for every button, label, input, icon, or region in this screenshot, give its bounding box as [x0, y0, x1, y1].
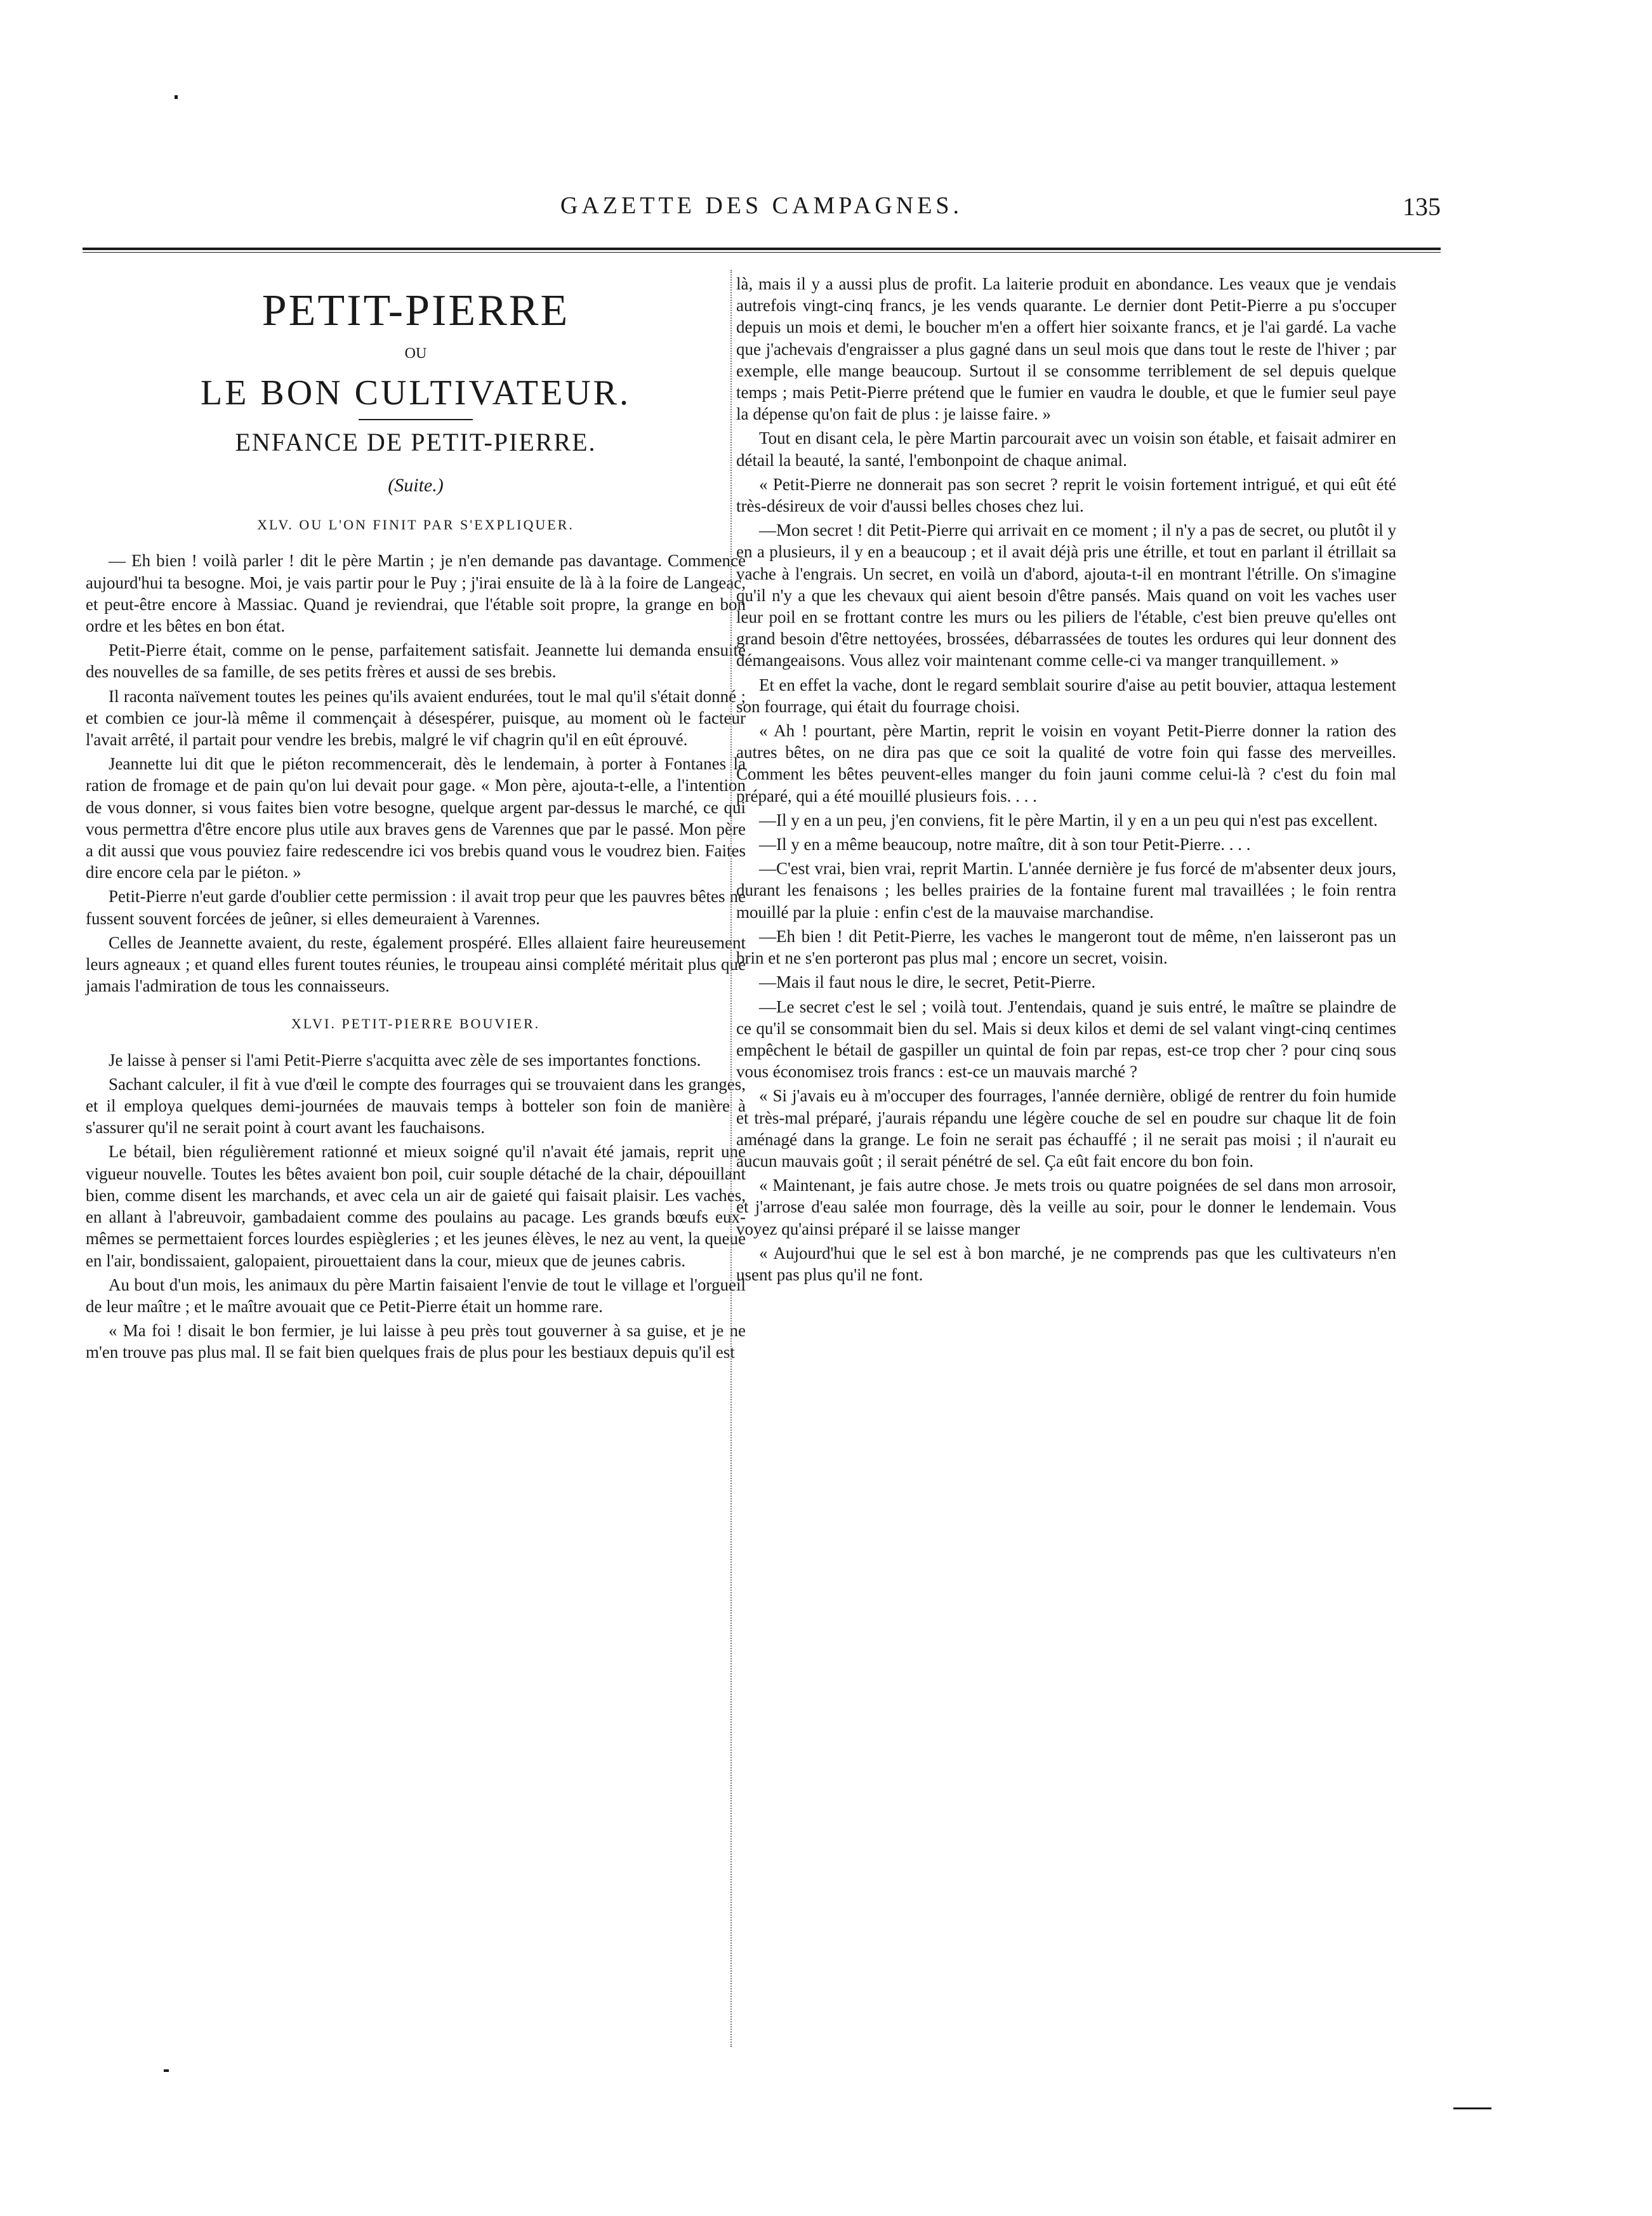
section-heading-xlv: XLV. OU L'ON FINIT PAR S'EXPLIQUER. — [257, 517, 574, 533]
title-rule — [359, 419, 473, 420]
column-divider — [730, 270, 732, 2047]
paragraph: —C'est vrai, bien vrai, reprit Martin. L'année dernière je fus forcé de m'absenter deux jours, durant les fenaisons ; les belles prairies de la fontaine furent mal travaillées ; le foin rentra mouillé par la pluie : enfin c'est de la mauvaise marchandise. — [736, 859, 1396, 922]
scan-speck — [175, 95, 178, 99]
article-subtitle: LE BON CULTIVATEUR. — [200, 373, 631, 413]
paragraph: Jeannette lui dit que le piéton recommencerait, dès le lendemain, à porter à Fontanes la ration de fromage et de pain qu'on lui devait pour gage. « Mon père, ajouta-t-elle, a l'intention de vous donner, si vous faites bien votre besogne, quelque argent par-dessus le marché, ce qui vous permettra d'être encore plus utile aux braves gens de Varennes que par le passé. Mon père a dit aussi que vous pouviez faire redescendre ici vos brebis quand vous le voudrez bien. Faites dire encore cela par le piéton. » — [86, 754, 746, 882]
article-title-ou: OU — [404, 345, 427, 362]
paragraph: Sachant calculer, il fit à vue d'œil le compte des fourrages qui se trouvaient dans les granges, et il employa quelques demi-journées de mauvais temps à botteler son foin de manière à s'assurer qu'il ne serait point à court avant les fauchaisons. — [86, 1074, 746, 1138]
paragraph: Je laisse à penser si l'ami Petit-Pierre s'acquitta avec zèle de ses importantes fonctions. — [109, 1050, 701, 1070]
paragraph: —Il y en a même beaucoup, notre maître, dit à son tour Petit-Pierre. . . . — [759, 835, 1251, 854]
paragraph: —Mon secret ! dit Petit-Pierre qui arrivait en ce moment ; il n'y a pas de secret, ou plutôt il y en a plusieurs, il y en a beaucoup ; et il avait déjà pris une étrille, et tout en parlant il étrillait sa vache à l'engrais. Un secret, en voilà un d'abord, ajouta-t-il en montrant l'étrille. On s'imagine qu'il n'y a que les chevaux qui aient besoin d'être pansés. Mais quand on voit les vaches user leur poil en se frottant contre les murs ou les piliers de l'étable, c'est bien preuve qu'elles ont grand besoin d'être nettoyées, brossées, débarrassées de toutes les ordures qui leur donnent des démangeaisons. Vous allez voir maintenant comme celle-ci va manger tranquillement. » — [736, 521, 1396, 670]
paragraph: « Aujourd'hui que le sel est à bon marché, je ne comprends pas que les cultivateurs n'en usent pas plus qu'il ne font. — [736, 1243, 1396, 1284]
paragraph: Tout en disant cela, le père Martin parcourait avec un voisin son étable, et faisait admirer en détail la beauté, la santé, l'embonpoint de chaque animal. — [736, 428, 1396, 470]
paragraph: « Ma foi ! disait le bon fermier, je lui laisse à peu près tout gouverner à sa guise, et je ne m'en trouve pas plus mal. Il se fait bien quelques frais de plus pour les bestiaux depuis qu'il est — [86, 1321, 746, 1362]
paragraph: —Eh bien ! dit Petit-Pierre, les vaches le mangeront tout de même, n'en laisseront pas un brin et ne s'en porteront pas plus mal ; encore un secret, voisin. — [736, 926, 1396, 968]
paragraph: Celles de Jeannette avaient, du reste, également prospéré. Elles allaient faire heureusement leurs agneaux ; et quand elles furent toutes réunies, le troupeau ainsi complété méritait plus que jamais l'admiration de tous les connaisseurs. — [86, 932, 746, 996]
paragraph: Et en effet la vache, dont le regard semblait sourire d'aise au petit bouvier, attaqua lestement son fourrage, qui était du fourrage choisi. — [736, 675, 1396, 716]
paragraph: « Maintenant, je fais autre chose. Je mets trois ou quatre poignées de sel dans mon arrosoir, et j'arrose d'eau salée mon fourrage, dès la veille au soir, pour le donner le lendemain. Vous voyez qu'ainsi préparé il se laisse manger — [736, 1176, 1396, 1238]
suite-label: (Suite.) — [388, 475, 444, 496]
paragraph: « Ah ! pourtant, père Martin, reprit le voisin en voyant Petit-Pierre donner la ration des autres bêtes, on ne dira pas que ce soit la qualité de votre foin qui fasse des merveilles. Comment les bêtes peuvent-elles manger du foin jauni comme celui-là ? c'est du foin mal préparé, qui a été mouillé plusieurs fois. . . . — [736, 721, 1396, 806]
page-header — [83, 192, 1441, 230]
paragraph: là, mais il y a aussi plus de profit. La laiterie produit en abondance. Les veaux que je vendais autrefois vingt-cinq francs, je les vends quarante. Le dernier dont Petit-Pierre a pu s'occuper depuis un mois et demi, le boucher m'en a offert hier soixante francs, et je l'ai gardé. La vache que j'achevais d'engraisser a plus gagné dans un seul mois que dans tout le reste de l'hiver ; par exemple, elle mange beaucoup. Surtout il se consomme terriblement de sel depuis quelque temps ; mais Petit-Pierre prétend que le fumier en vaudra le double, et que le fumier seul paye la dépense qu'on fait de plus : je laisse faire. » — [736, 274, 1396, 424]
paragraph: Au bout d'un mois, les animaux du père Martin faisaient l'envie de tout le village et l'orgueil de leur maître ; et le maître avouait que ce Petit-Pierre était un homme rare. — [86, 1275, 746, 1316]
running-title: GAZETTE DES CAMPAGNES. — [560, 192, 963, 219]
chapter-title: ENFANCE DE PETIT-PIERRE. — [235, 428, 597, 456]
header-rule — [83, 248, 1441, 253]
paragraph: « Petit-Pierre ne donnerait pas son secret ? reprit le voisin fortement intrigué, et qui eût été très-désireux de voir d'aussi belles choses chez lui. — [736, 474, 1396, 516]
section-heading-xlvi: XLVI. PETIT-PIERRE BOUVIER. — [291, 1016, 541, 1032]
paragraph: Le bétail, bien régulièrement rationné et mieux soigné qu'il n'avait été jamais, reprit une vigueur nouvelle. Toutes les bêtes avaient bon poil, cuir souple détaché de la chair, dépouillant bien, comme disent les marchands, et avec cela un air de gaieté qui faisait plaisir. Les vaches, en allant à l'abreuvoir, gambadaient comme des poulains au pacage. Les grands bœufs eux-mêmes se permettaient forces lourdes espiègleries ; et les jeunes élèves, le nez au vent, la queue en l'air, bondissaient, galopaient, pirouettaient dans la cour, mieux que de jeunes cabris. — [86, 1142, 746, 1270]
scan-speck — [164, 2069, 169, 2072]
paragraph: Il raconta naïvement toutes les peines qu'ils avaient endurées, tout le mal qu'il s'était donné ; et combien ce jour-là même il commençait à désespérer, puisque, au moment où le facteur l'avait arrêté, il partait pour vendre les brebis, malgré le vif chagrin qu'il en eût éprouvé. — [86, 686, 746, 750]
paragraph: Petit-Pierre n'eut garde d'oublier cette permission : il avait trop peur que les pauvres bêtes ne fussent souvent forcées de jeûner, si elles demeuraient à Varennes. — [86, 887, 746, 928]
right-column — [736, 273, 1396, 1288]
paragraph: —Mais il faut nous le dire, le secret, Petit-Pierre. — [759, 972, 1096, 992]
paragraph: — Eh bien ! voilà parler ! dit le père Martin ; je n'en demande pas davantage. Commence aujourd'hui ta besogne. Moi, je vais partir pour le Puy ; j'irai ensuite de là à la foire de Langeac, et peut-être encore à Massiac. Quand je reviendrai, que l'étable soit propre, la grange en bon ordre et les bêtes en bon état. — [86, 551, 746, 636]
article-title: PETIT-PIERRE — [261, 286, 570, 335]
left-column — [86, 273, 746, 1366]
page-number: 135 — [1403, 192, 1441, 221]
scan-speck — [1453, 2107, 1491, 2109]
paragraph: Petit-Pierre était, comme on le pense, parfaitement satisfait. Jeannette lui demanda ensuite des nouvelles de sa famille, de ses petits frères et aussi de ses brebis. — [86, 640, 746, 682]
paragraph: —Le secret c'est le sel ; voilà tout. J'entendais, quand je suis entré, le maître se plaindre de ce qu'il se consommait bien du sel. Mais si deux kilos et demi de sel valant vingt-cinq centimes empêchent le bétail de gaspiller un quintal de foin par repas, est-ce trop cher ? pour cinq sous vous économisez trois francs : est-ce un mauvais marché ? — [736, 997, 1396, 1082]
paragraph: —Il y en a un peu, j'en conviens, fit le père Martin, il y en a un peu qui n'est pas excellent. — [759, 810, 1378, 830]
paragraph: « Si j'avais eu à m'occuper des fourrages, l'année dernière, obligé de rentrer du foin humide et très-mal préparé, j'aurais répandu une légère couche de sel en poudre sur chaque lit de foin aménagé dans la grange. Le foin ne serait pas échauffé ; il ne serait pas moisi ; il n'aurait eu aucun mauvais goût ; il serait pénétré de sel. Ça eût fait encore du bon foin. — [736, 1086, 1396, 1171]
